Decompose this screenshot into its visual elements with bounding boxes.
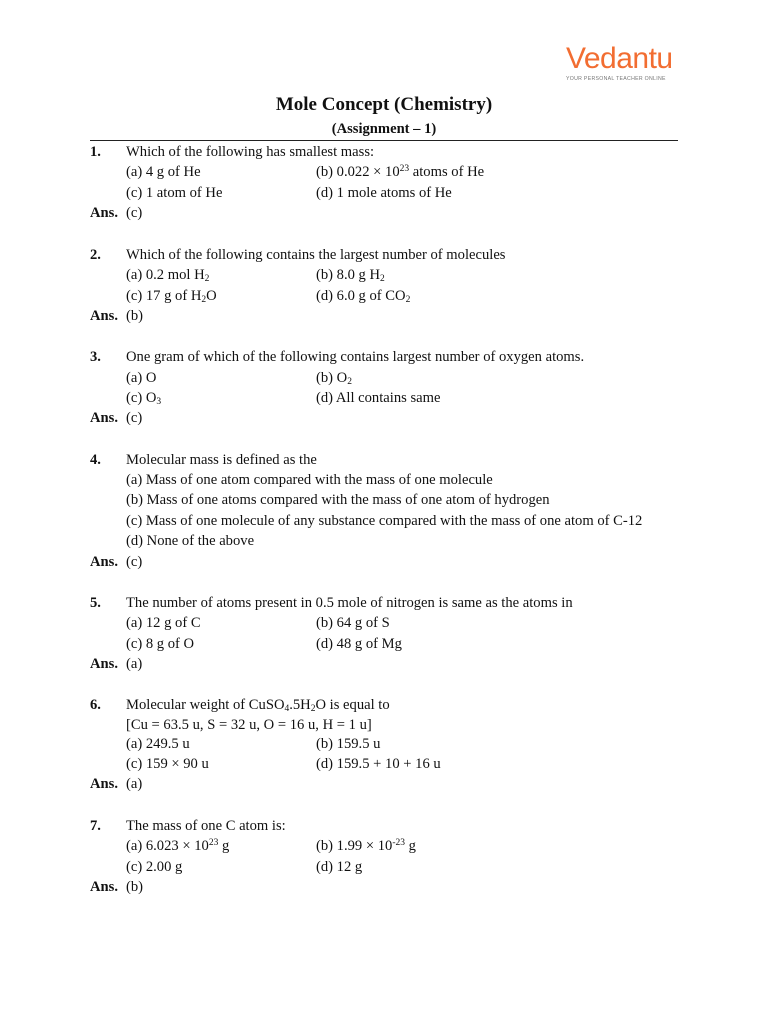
option-a: (a) 12 g of C bbox=[126, 615, 201, 631]
answer-label: Ans. bbox=[90, 776, 118, 792]
option-b: (b) $1.99 \times 10^{-23}$ g bbox=[316, 838, 416, 854]
answer-label: Ans. bbox=[90, 308, 118, 324]
question-number: 3. bbox=[90, 349, 101, 365]
answer-label: Ans. bbox=[90, 879, 118, 895]
question-text: The number of atoms present in 0.5 mole of nitrogen is same as the atoms in bbox=[126, 595, 573, 611]
question-number: 7. bbox=[90, 818, 101, 834]
answer-value: (c) bbox=[126, 410, 143, 426]
option-b: (b) Mass of one atoms compared with the mass of one atom of hydrogen bbox=[126, 492, 550, 508]
vedantu-logo bbox=[566, 44, 680, 84]
option-d: (d) None of the above bbox=[126, 533, 255, 549]
page-subtitle: (Assignment – 1) bbox=[331, 121, 437, 137]
question-text: Molecular mass is defined as the bbox=[126, 452, 317, 468]
option-a: (a) 0.2 mol $H_2$ bbox=[126, 267, 210, 284]
option-c: (c) 2.00 g bbox=[126, 859, 183, 875]
question-text: Which of the following contains the largest number of molecules bbox=[126, 247, 506, 263]
option-a: (a) $6.023 \times 10^{23}$ g bbox=[126, 838, 230, 854]
page-title: Mole Concept (Chemistry) bbox=[275, 94, 493, 115]
question-text: The mass of one C atom is: bbox=[126, 818, 286, 834]
option-d: (d) 159.5 + 10 + 16 u bbox=[316, 756, 441, 772]
logo-tagline: YOUR PERSONAL TEACHER ONLINE bbox=[566, 76, 666, 82]
option-d: (d) 48 g of Mg bbox=[316, 636, 402, 652]
answer-value: (a) bbox=[126, 656, 143, 672]
question-text: Molecular weight of $CuSO_4.5H_2O$ is equal to bbox=[126, 697, 390, 714]
option-c: (c) 1 atom of He bbox=[126, 185, 223, 201]
header-divider bbox=[90, 140, 678, 141]
option-d: (d) 1 mole atoms of He bbox=[316, 185, 452, 201]
answer-value: (a) bbox=[126, 776, 143, 792]
option-b: (b) 64 g of S bbox=[316, 615, 390, 631]
question-number: 6. bbox=[90, 697, 101, 713]
answer-label: Ans. bbox=[90, 656, 118, 672]
answer-value: (c) bbox=[126, 554, 143, 570]
option-c: (c) 159 × 90 u bbox=[126, 756, 209, 772]
answer-label: Ans. bbox=[90, 205, 118, 221]
option-c: (c) 8 g of O bbox=[126, 636, 195, 652]
option-a: (a) Mass of one atom compared with the mass of one molecule bbox=[126, 472, 493, 488]
question-number: 2. bbox=[90, 247, 101, 263]
option-b: (b) 159.5 u bbox=[316, 736, 381, 752]
answer-label: Ans. bbox=[90, 554, 118, 570]
option-a: (a) O bbox=[126, 370, 157, 386]
option-b: (b) 8.0 g $H_2$ bbox=[316, 267, 385, 284]
question-number: 1. bbox=[90, 144, 101, 160]
option-c: (c) $O_3$ bbox=[126, 390, 162, 407]
option-d: (d) 6.0 g of $CO_2$ bbox=[316, 288, 411, 305]
question-given-data: [Cu = 63.5 u, S = 32 u, O = 16 u, H = 1 u] bbox=[126, 717, 372, 733]
question-number: 4. bbox=[90, 452, 101, 468]
answer-value: (b) bbox=[126, 879, 144, 895]
question-text: Which of the following has smallest mass: bbox=[126, 144, 375, 160]
option-a: (a) 249.5 u bbox=[126, 736, 190, 752]
option-d: (d) All contains same bbox=[316, 390, 441, 406]
option-b: (b) $0.022 \times 10^{23}$ atoms of He bbox=[316, 164, 485, 180]
answer-value: (b) bbox=[126, 308, 144, 324]
logo-wordmark: Vedantu bbox=[566, 42, 673, 75]
answer-label: Ans. bbox=[90, 410, 118, 426]
option-d: (d) 12 g bbox=[316, 859, 363, 875]
question-text: One gram of which of the following contains largest number of oxygen atoms. bbox=[126, 349, 585, 365]
option-c: (c) Mass of one molecule of any substance compared with the mass of one atom of C-12 bbox=[126, 513, 643, 529]
answer-value: (c) bbox=[126, 205, 143, 221]
option-a: (a) 4 g of He bbox=[126, 164, 201, 180]
option-b: (b) $O_2$ bbox=[316, 370, 352, 387]
option-c: (c) 17 g of $H_2O$ bbox=[126, 288, 217, 305]
question-number: 5. bbox=[90, 595, 101, 611]
